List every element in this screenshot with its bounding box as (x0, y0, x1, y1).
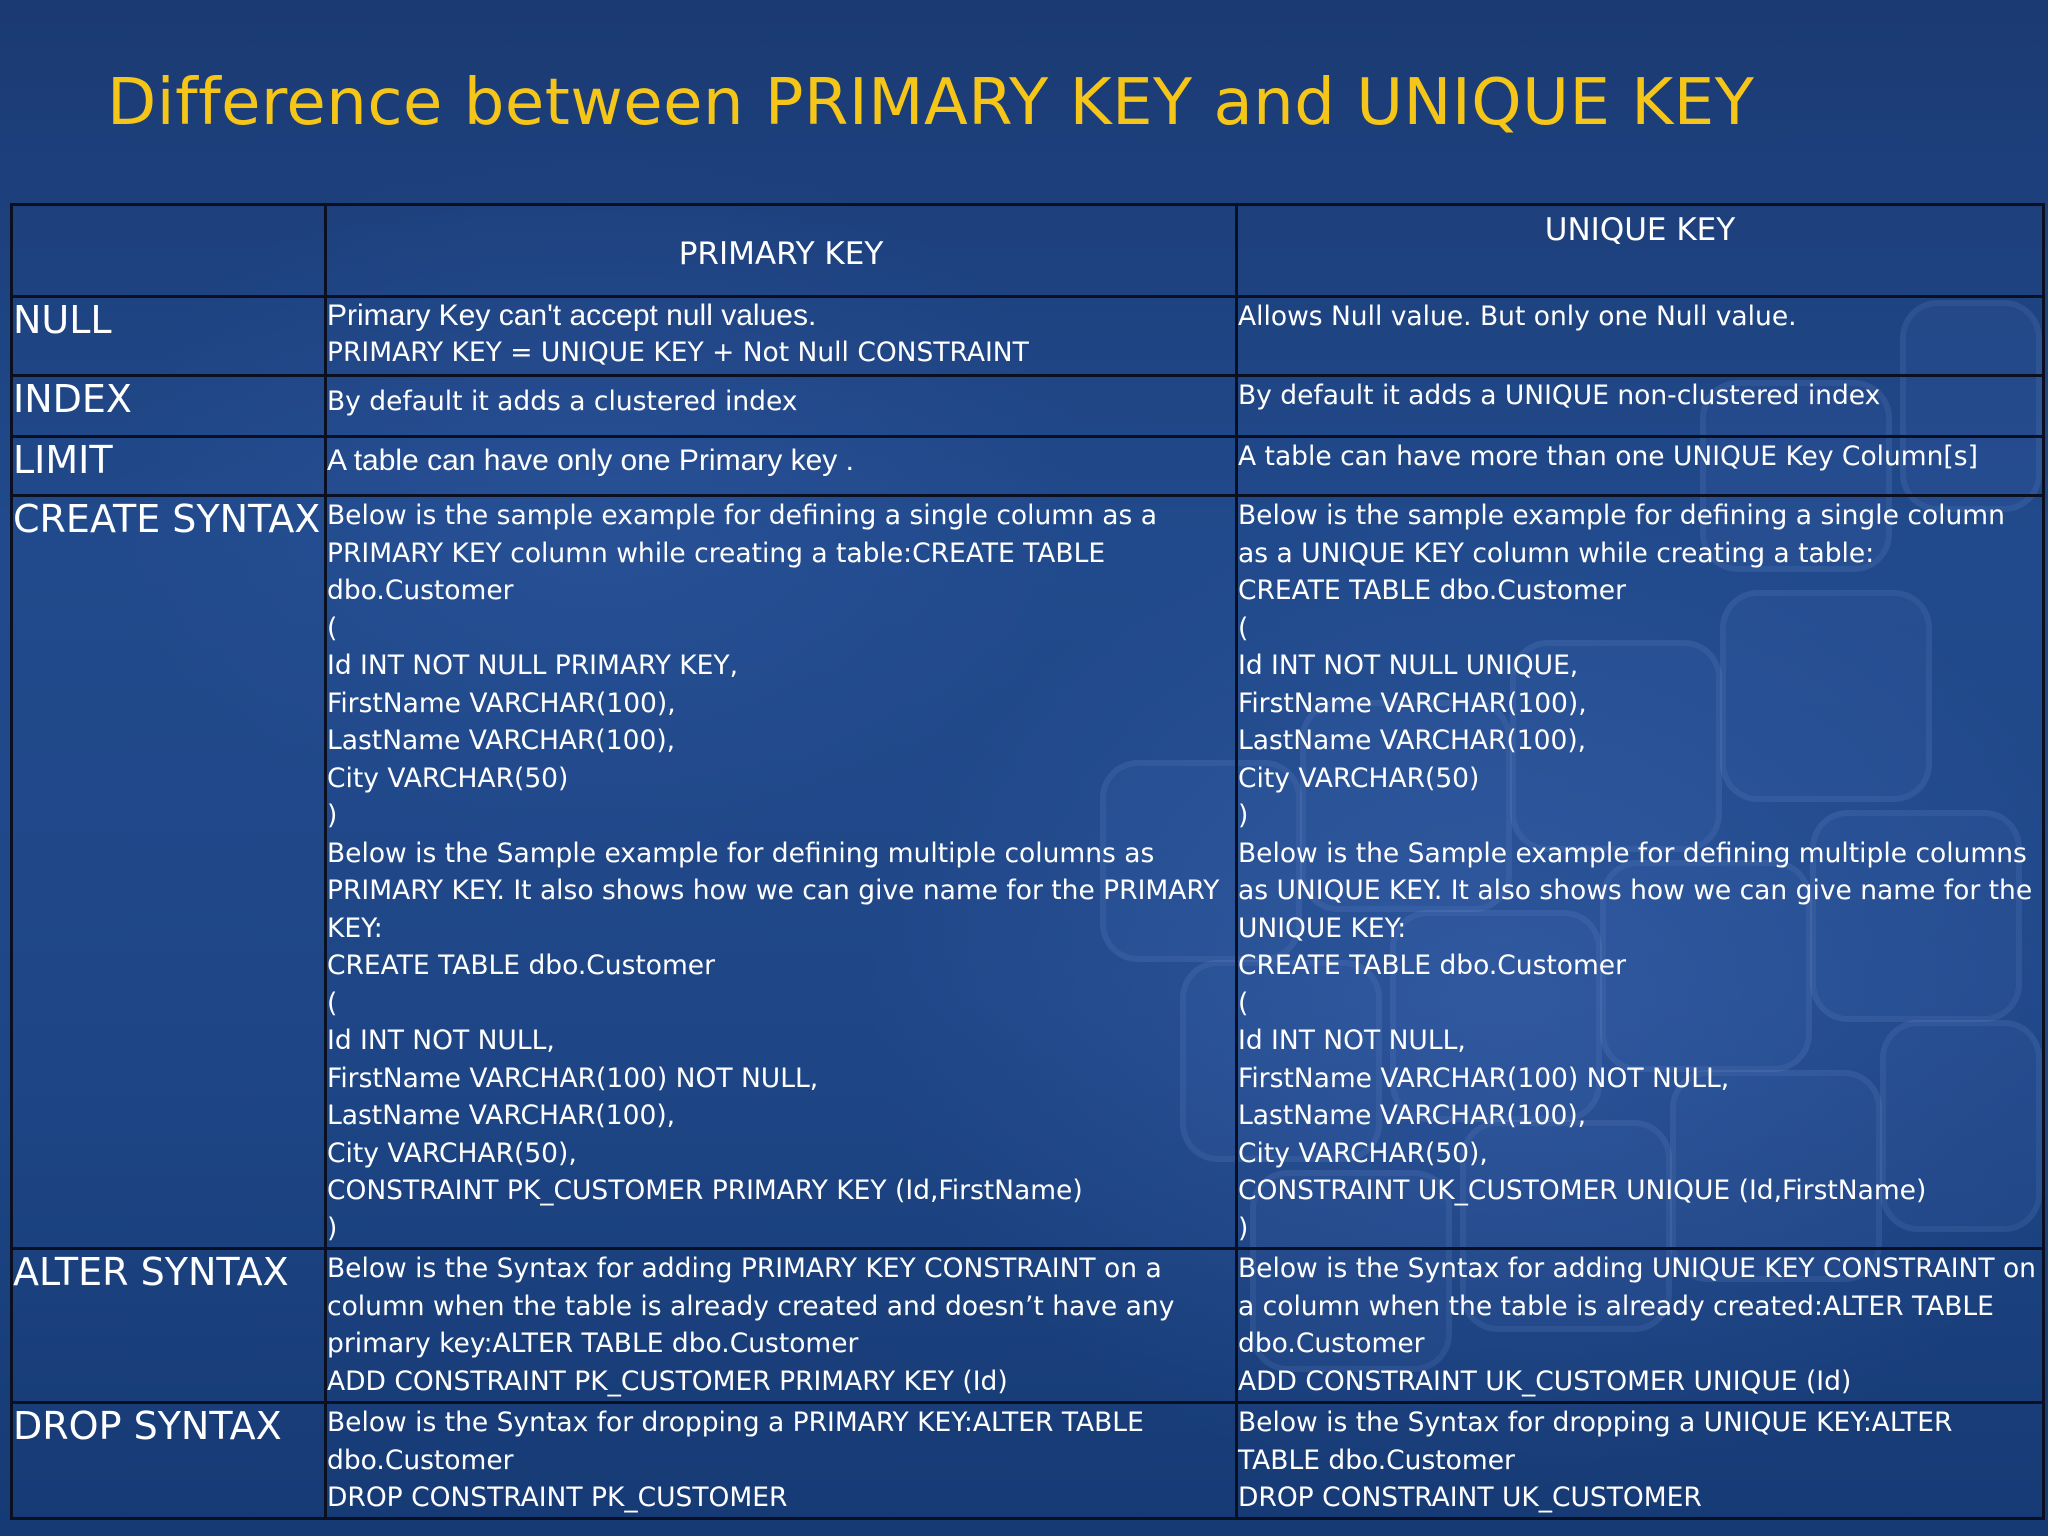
header-empty (12, 205, 326, 297)
table-row (12, 437, 2044, 496)
table-row (12, 496, 2044, 1249)
primary-key-cell: By default it adds a clustered index (326, 376, 1237, 437)
unique-key-cell: Below is the Syntax for dropping a UNIQUE KEY:ALTER TABLE dbo.Customer DROP CONSTRAINT UK_CUSTOMER (1237, 1403, 2044, 1519)
row-label: ALTER SYNTAX (12, 1249, 326, 1403)
row-label: INDEX (12, 376, 326, 437)
row-label: NULL (12, 297, 326, 376)
primary-key-cell (326, 297, 1237, 376)
unique-key-cell: By default it adds a UNIQUE non-clustered index (1237, 376, 2044, 437)
unique-key-cell: A table can have more than one UNIQUE Key Column[s] (1237, 437, 2044, 496)
row-label: DROP SYNTAX (12, 1403, 326, 1519)
primary-null-subtext: PRIMARY KEY = UNIQUE KEY + Not Null CONSTRAINT (327, 337, 1029, 368)
table-header-row (12, 205, 2044, 297)
row-label: LIMIT (12, 437, 326, 496)
header-unique-key: UNIQUE KEY (1237, 205, 2044, 297)
table-row (12, 297, 2044, 376)
table-row (12, 1403, 2044, 1519)
primary-key-cell: Below is the Syntax for adding PRIMARY KEY CONSTRAINT on a column when the table is already created and doesn’t have any primary key:ALTER TABLE dbo.Customer ADD CONSTRAINT PK_CUSTOMER PRIMARY KEY (Id) (326, 1249, 1237, 1403)
unique-key-cell: Below is the Syntax for adding UNIQUE KEY CONSTRAINT on a column when the table is already created:ALTER TABLE dbo.Customer ADD CONSTRAINT UK_CUSTOMER UNIQUE (Id) (1237, 1249, 2044, 1403)
unique-key-cell: Allows Null value. But only one Null value. (1237, 297, 2044, 376)
primary-key-cell: Below is the Syntax for dropping a PRIMARY KEY:ALTER TABLE dbo.Customer DROP CONSTRAINT PK_CUSTOMER (326, 1403, 1237, 1519)
unique-key-cell: Below is the sample example for defining a single column as a UNIQUE KEY column while creating a table: CREATE TABLE dbo.Customer ( Id INT NOT NULL UNIQUE, FirstName VARCHAR(100), LastName VARCHAR(100), City VARCHAR(50) ) Below is the Sample example for defining multiple columns as UNIQUE KEY. It also shows how we can give name for the UNIQUE KEY: CREATE TABLE dbo.Customer ( Id INT NOT NULL, FirstName VARCHAR(100) NOT NULL, LastName VARCHAR(100), City VARCHAR(50), CONSTRAINT UK_CUSTOMER UNIQUE (Id,FirstName) ) (1237, 496, 2044, 1249)
primary-key-cell: A table can have only one Primary key . (326, 437, 1237, 496)
row-label: CREATE SYNTAX (12, 496, 326, 1249)
header-primary-key: PRIMARY KEY (326, 205, 1237, 297)
table-row (12, 376, 2044, 437)
comparison-table (10, 203, 2045, 1520)
table-row (12, 1249, 2044, 1403)
primary-key-cell: Below is the sample example for defining a single column as a PRIMARY KEY column while creating a table:CREATE TABLE dbo.Customer ( Id INT NOT NULL PRIMARY KEY, FirstName VARCHAR(100), LastName VARCHAR(100), City VARCHAR(50) ) Below is the Sample example for defining multiple columns as PRIMARY KEY. It also shows how we can give name for the PRIMARY KEY: CREATE TABLE dbo.Customer ( Id INT NOT NULL, FirstName VARCHAR(100) NOT NULL, LastName VARCHAR(100), City VARCHAR(50), CONSTRAINT PK_CUSTOMER PRIMARY KEY (Id,FirstName) ) (326, 496, 1237, 1249)
slide-title: Difference between PRIMARY KEY and UNIQUE KEY (107, 66, 1755, 140)
primary-null-text: Primary Key can't accept null values. (327, 299, 817, 332)
